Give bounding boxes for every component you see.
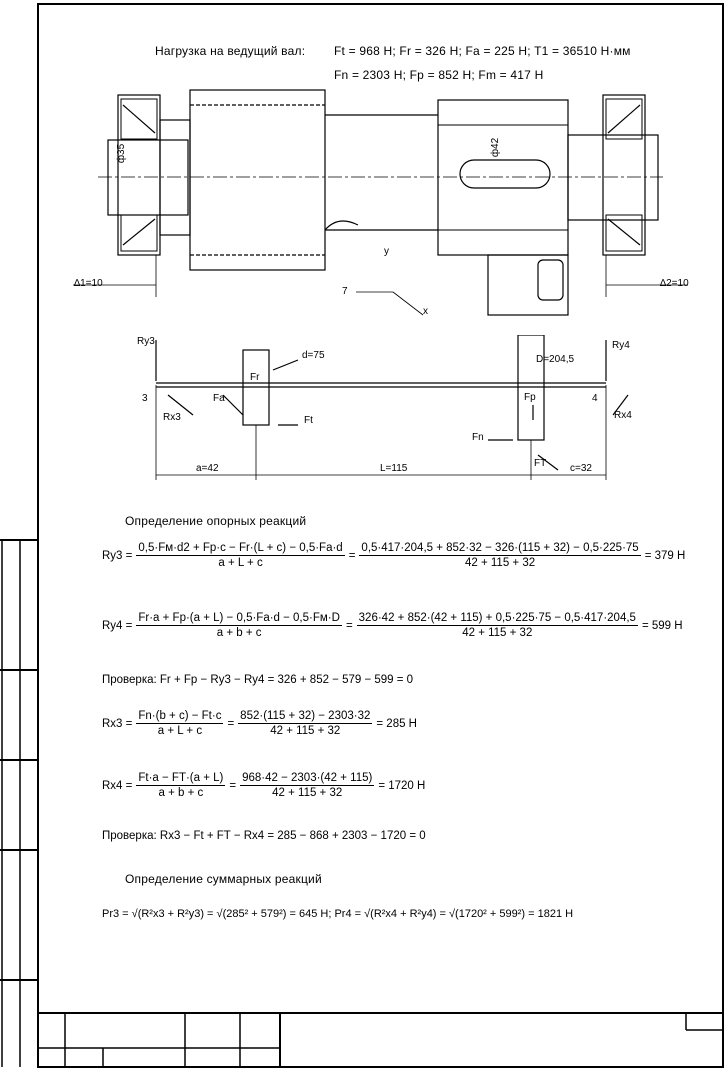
eq-rx3-result: = 285 H: [376, 717, 417, 730]
eq-ry3-frac1: $\frac{0,5\cdot Fм\cdot d2 + Fр\cdot c - Fr\cdot(L + c) - 0,5\cdot Fa\cdot d}{a + L + c}$: [138, 542, 343, 569]
label-7: 7: [342, 286, 348, 297]
bearing-right-dim: ∆2=10: [660, 278, 689, 289]
eq-rx4: Rx4 = $\frac{Ft\cdot a - FT\cdot(a + L)}{a + b + c}$ = $\frac{968\cdot 42 - 2303\cdot(42 + 115)}{42 + 115 + 32}$ = 1720 H: [102, 772, 426, 799]
eq-ry3-lhs: Ry3 =: [102, 549, 133, 562]
eq-rx3: Rx3 = $\frac{Fn\cdot(b + c) - Ft\cdot c}{a + L + c}$ = $\frac{852\cdot(115 + 32) - 2303\cdot 32}{42 + 115 + 32}$ = 285 H: [102, 710, 417, 737]
eq-rx4-frac1: $\frac{Ft\cdot a - FT\cdot(a + L)}{a + b + c}$: [138, 772, 224, 799]
eq-rx4-lhs: Rx4 =: [102, 779, 133, 792]
gear-diameter: d=75: [302, 350, 325, 361]
force-fr: Fr: [250, 372, 260, 383]
eq-rx3-frac1: $\frac{Fn\cdot(b + c) - Ft\cdot c}{a + L + c}$: [138, 710, 222, 737]
shaft-caption: Нагрузка на ведущий вал:: [155, 44, 306, 58]
eq-ry3: Ry3 = $\frac{0,5\cdot Fм\cdot d2 + Fр\cdot c - Fr\cdot(L + c) - 0,5\cdot Fa\cdot d}{a + L + c}$ = $\frac{0,5\cdot 417\cdot 204,5 + 852\cdot 32 - 326\cdot(115 + 32) - 0,5\cdot 225\cdot 75}{42 + 115 + 32}$ = 379 H: [102, 542, 686, 569]
total-title: Определение суммарных реакций: [125, 872, 322, 886]
check-2: Проверка: Rx3 − Ft + FT − Rx4 = 285 − 868 + 2303 − 1720 = 0: [102, 830, 426, 842]
eq-rx3-lhs: Rx3 =: [102, 717, 133, 730]
eq-ry4-frac2: $\frac{326\cdot 42 + 852\cdot(42 + 115) + 0,5\cdot 225\cdot 75 - 0,5\cdot 417\cdot 204,5}{42 + 115 + 32}$: [358, 612, 636, 639]
force-fa: Fa: [213, 393, 225, 404]
force-fn: Fn: [472, 432, 484, 443]
reactions-title: Определение опорных реакций: [125, 514, 307, 528]
force-ry4: Ry4: [612, 340, 630, 351]
label-x: x: [423, 306, 428, 317]
point-3: 3: [142, 393, 148, 404]
sprocket-diameter: D=204,5: [536, 354, 575, 365]
eq-rx4-frac2: $\frac{968\cdot 42 - 2303\cdot(42 + 115)}{42 + 115 + 32}$: [242, 772, 373, 799]
dia-right-label: ф42: [490, 137, 502, 158]
eq-ry3-result: = 379 H: [644, 549, 686, 562]
dim-c: c=32: [570, 463, 592, 474]
label-y: y: [384, 246, 389, 257]
eq-ry4: Ry4 = $\frac{Fr\cdot a + Fр\cdot(a + L) - 0,5\cdot Fa\cdot d - 0,5\cdot Fм\cdot D}{a + b + c}$ = $\frac{326\cdot 42 + 852\cdot(42 + 115) + 0,5\cdot 225\cdot 75 - 0,5\cdot 417\cdot 204,5}{42 + 115 + 32}$ = 599 H: [102, 612, 683, 639]
loads-line-2: Fn = 2303 H; Fp = 852 H; Fm = 417 H: [334, 68, 544, 82]
force-ry3: Ry3: [137, 336, 155, 347]
force-fm: FT: [534, 458, 547, 469]
dim-a: a=42: [196, 463, 219, 474]
eq-total: Pr3 = √(R²x3 + R²y3) = √(285² + 579²) = 645 H; Pr4 = √(R²x4 + R²y4) = √(1720² + 599²) = 1821 H: [102, 908, 574, 920]
eq-ry3-frac2: $\frac{0,5\cdot 417\cdot 204,5 + 852\cdot 32 - 326\cdot(115 + 32) - 0,5\cdot 225\cdot 75}{42 + 115 + 32}$: [361, 542, 639, 569]
force-rx3: Rx3: [163, 412, 181, 423]
dia-left-label: ф35: [116, 143, 128, 164]
eq-rx3-frac2: $\frac{852\cdot(115 + 32) - 2303\cdot 32}{42 + 115 + 32}$: [240, 710, 371, 737]
force-rx4: Rx4: [614, 410, 632, 421]
point-4: 4: [592, 393, 598, 404]
force-fp: Fp: [524, 392, 536, 403]
loads-line-1: Ft = 968 H; Fr = 326 H; Fa = 225 H; T1 = 36510 Н·мм: [334, 44, 631, 58]
eq-ry4-frac1: $\frac{Fr\cdot a + Fр\cdot(a + L) - 0,5\cdot Fa\cdot d - 0,5\cdot Fм\cdot D}{a + b + c}$: [138, 612, 340, 639]
force-ft: Ft: [304, 415, 313, 426]
eq-rx4-result: = 1720 H: [378, 779, 426, 792]
check-1: Проверка: Fr + Fр − Ry3 − Ry4 = 326 + 852 − 579 − 599 = 0: [102, 674, 414, 686]
bearing-left-dim: ∆1=10: [74, 278, 103, 289]
eq-ry4-result: = 599 H: [641, 619, 683, 632]
dim-b: L=115: [380, 463, 408, 474]
shaft-drawing: [38, 85, 723, 335]
eq-ry4-lhs: Ry4 =: [102, 619, 133, 632]
